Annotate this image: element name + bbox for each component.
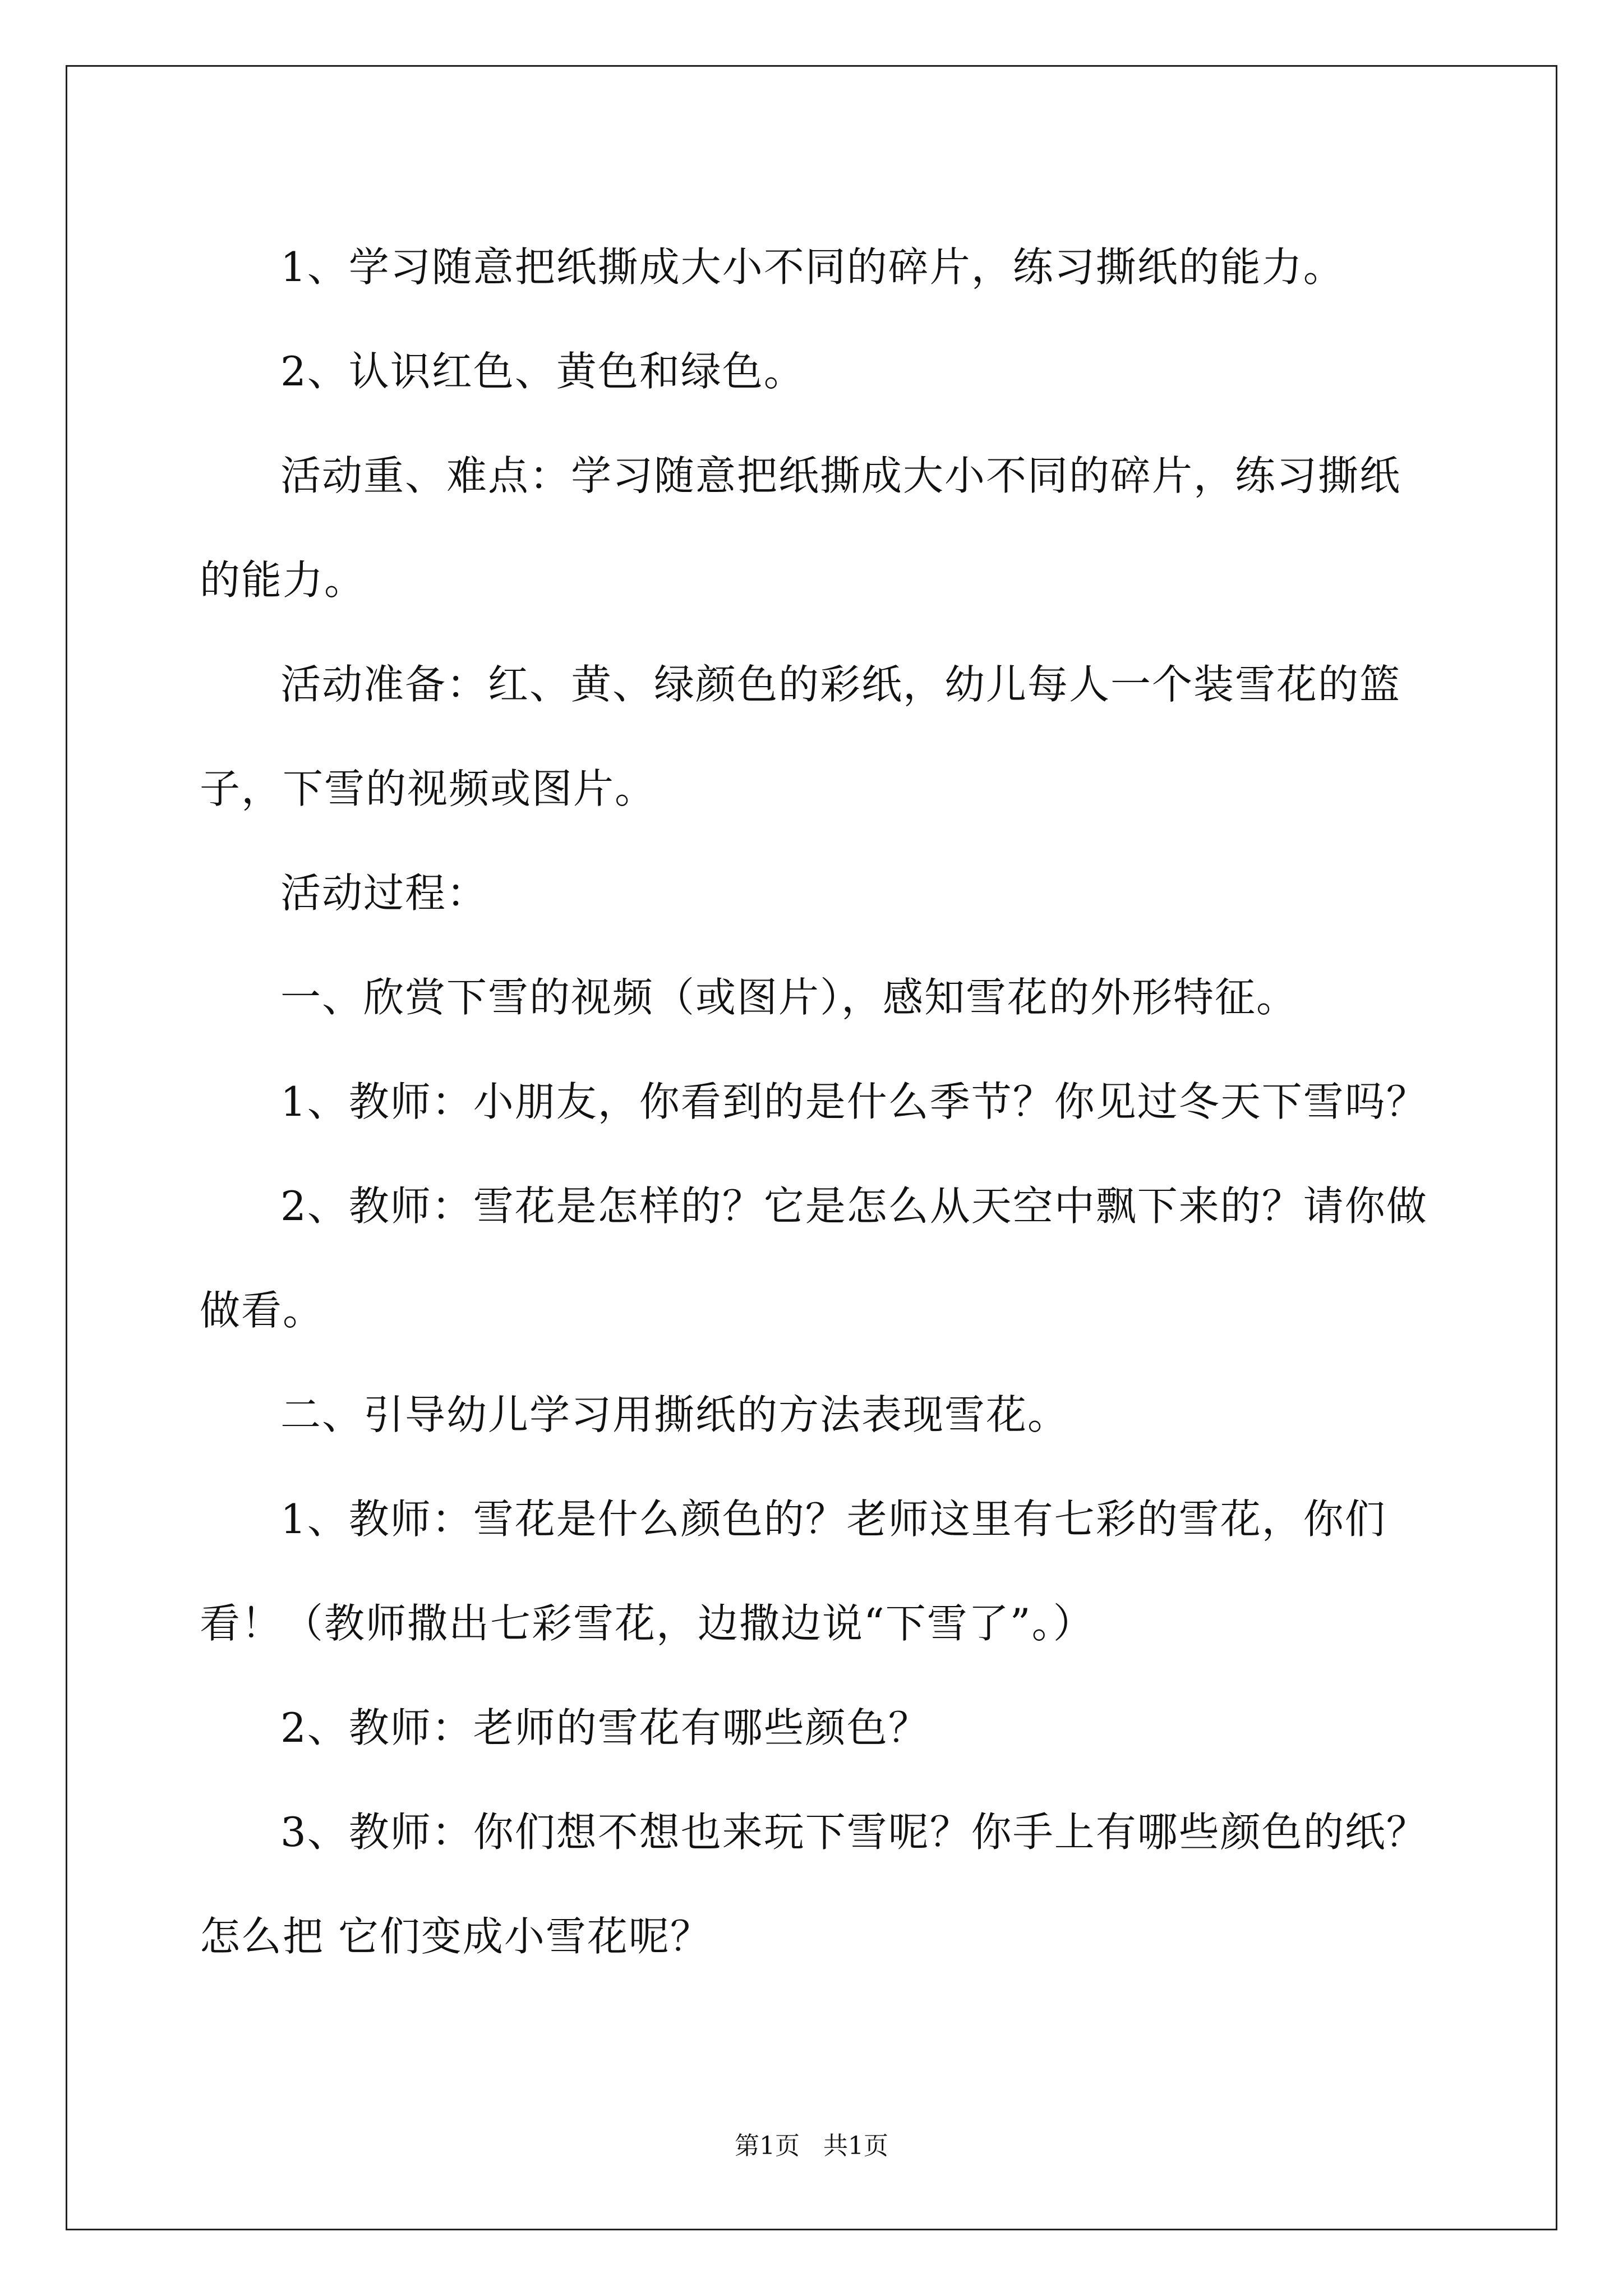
page-total: 共1页 [823, 2132, 888, 2160]
paragraph-section-2-item-3: 3、教师：你们想不想也来玩下雪呢？你手上有哪些颜色的纸？怎么把 它们变成小雪花呢？ [200, 1809, 1428, 1960]
paragraph-preparation: 活动准备：红、黄、绿颜色的彩纸，幼儿每人一个装雪花的篮子，下雪的视频或图片。 [200, 661, 1401, 812]
page-footer [0, 2129, 1623, 2163]
paragraph-goal-1: 1、学习随意把纸撕成大小不同的碎片，练习撕纸的能力。 [280, 243, 1345, 291]
paragraph-section-1-item-1: 1、教师：小朋友，你看到的是什么季节？你见过冬天下雪吗？ [280, 1078, 1428, 1125]
paragraph-goal-2: 2、认识红色、黄色和绿色。 [280, 348, 805, 395]
paragraph-section-2-item-1: 1、教师：雪花是什么颜色的？老师这里有七彩的雪花，你们看！（教师撒出七彩雪花，边撒边说“下雪了”。） [200, 1496, 1386, 1647]
paragraph-key-points: 活动重、难点：学习随意把纸撕成大小不同的碎片，练习撕纸的能力。 [200, 452, 1401, 604]
paragraph-section-2-item-2: 2、教师：老师的雪花有哪些颜色？ [280, 1704, 930, 1751]
paragraph-process-heading: 活动过程： [280, 869, 488, 917]
paragraph-section-1: 一、欣赏下雪的视频（或图片），感知雪花的外形特征。 [280, 974, 1298, 1021]
paragraph-section-1-item-2: 2、教师：雪花是怎样的？它是怎么从天空中飘下来的？请你做做看。 [200, 1182, 1428, 1334]
page-number: 第1页 [735, 2132, 800, 2160]
document-body [200, 215, 1433, 1989]
paragraph-section-2: 二、引导幼儿学习用撕纸的方法表现雪花。 [280, 1391, 1069, 1438]
